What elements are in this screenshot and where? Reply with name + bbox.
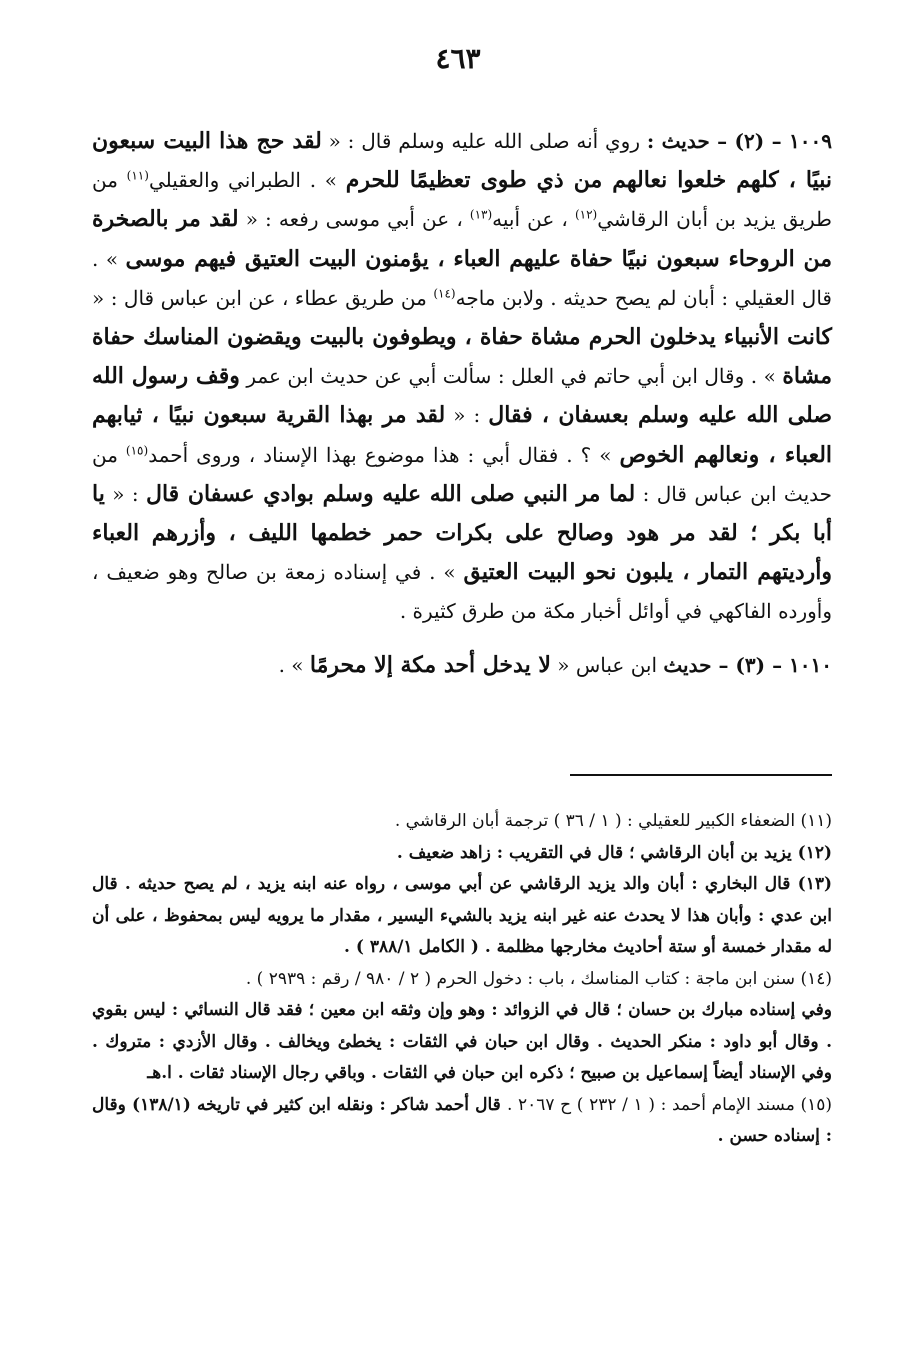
- entry-1009-text: من طريق عطاء ، عن ابن عباس قال : «: [92, 285, 434, 310]
- entry-1009-text: ، عن أبي موسى رفعه : «: [238, 207, 470, 232]
- hadith-quote: لقد حج هذا البيت سبعون نبيًا ، كلهم خلعوا نعالهم من ذي طوى تعظيمًا للحرم: [92, 128, 833, 194]
- entry-1009-text: من حديث ابن عباس قال :: [92, 442, 833, 506]
- footnote-separator: [570, 774, 832, 776]
- entry-1009-text: » . قال العقيلي : أبان لم يصح حديثه . ولابن ماجه: [92, 246, 832, 310]
- hadith-quote: يا أبا بكر ؛ لقد مر هود وصالح على بكرات حمر خطمها الليف ، وأزرهم العباء وأرديتهم التمار ، يلبون نحو البيت العتيق: [92, 480, 833, 586]
- page-number: ٤٦٣: [435, 42, 481, 75]
- footnote-14: (١٤) سنن ابن ماجة : كتاب المناسك ، باب : دخول الحرم ( ٢ / ٩٨٠ / رقم : ٢٩٣٩ ) .: [245, 968, 832, 989]
- footnote-13: (١٣) قال البخاري : أبان والد يزيد الرقاشي عن أبي موسى ، رواه عنه ابنه يزيد ، لم يصح حديثه . قال ابن عدي : وأبان هذا لا يحدث عنه غير ابنه يزيد بالشيء اليسير ، مقدار ما يرويه ليس بمحفوظ ، على أن له مقدار خمسة أو ستة أحاديث مخارجها مظلمة . ( الكامل ٣٨٨/١ ) .: [92, 874, 832, 957]
- entry-1009-text: : «: [445, 403, 489, 428]
- entry-1009-text: : «: [104, 481, 146, 506]
- hadith-quote: كانت الأنبياء يدخلون الحرم مشاة حفاة ، ويطوفون بالبيت ويقضون المناسك حفاة مشاة: [92, 324, 832, 390]
- footnote-12: (١٢) يزيد بن أبان الرقاشي ؛ قال في التقريب : زاهد ضعيف .: [396, 842, 832, 863]
- footnote-11: (١١) الضعفاء الكبير للعقيلي : ( ١ / ٣٦ ) ترجمة أبان الرقاشي .: [394, 811, 832, 831]
- entry-1009-text: » ؟ . فقال أبي : هذا موضوع بهذا الإسناد ، وروى أحمد: [148, 442, 620, 467]
- entry-1010-text: » .: [278, 652, 310, 677]
- footnote-marker-13: (١٣): [469, 207, 493, 222]
- entry-1010-heading: ١٠١٠ – (٣) – حديث: [663, 652, 832, 677]
- entry-1010: [92, 646, 832, 685]
- entry-1009-text: من طريق يزيد بن أبان الرقاشي: [92, 168, 832, 232]
- entry-1009-text: روي أنه صلى الله عليه وسلم قال : «: [321, 129, 647, 153]
- entry-1009-text: ، عن أبيه: [492, 207, 575, 232]
- hadith-quote: لما مر النبي صلى الله عليه وسلم بوادي عسفان قال: [145, 480, 636, 507]
- hadith-quote: وقف رسول الله صلى الله عليه وسلم بعسفان ، فقال: [92, 363, 833, 429]
- entry-1009-text: » . الطبراني والعقيلي: [148, 168, 346, 193]
- hadith-quote: لقد مر بالصخرة من الروحاء سبعون نبيًا حفاة عليهم العباء ، يؤمنون البيت العتيق فيهم موسى: [92, 206, 832, 272]
- footnotes: [92, 806, 832, 1153]
- entry-1009: [92, 122, 832, 632]
- entry-1010-text: ابن عباس «: [550, 652, 664, 677]
- footnote-15-source: (١٥) مسند الإمام أحمد : ( ١ / ٢٣٢ ) ح ٢٠٦٧ .: [506, 1094, 832, 1115]
- entry-1009-text: » . في إسناده زمعة بن صالح وهو ضعيف ، وأورده الفاكهي في أوائل أخبار مكة من طرق كثيرة .: [92, 560, 832, 624]
- main-text: [92, 122, 832, 685]
- footnote-marker-11: (١١): [126, 168, 149, 183]
- entry-1009-heading: ١٠٠٩ – (٢) – حديث :: [646, 129, 832, 153]
- footnote-15-commentary: قال أحمد شاكر : ونقله ابن كثير في تاريخه (١٣٨/١) وقال : إسناده حسن .: [92, 1094, 832, 1146]
- footnote-marker-14: (١٤): [433, 286, 456, 301]
- footnote-15: [92, 1090, 832, 1153]
- footnote-marker-12: (١٢): [574, 207, 598, 222]
- footnote-marker-15: (١٥): [125, 442, 149, 457]
- entry-1009-text: » . وقال ابن أبي حاتم في العلل : سألت أبي عن حديث ابن عمر: [239, 364, 783, 389]
- hadith-quote: لا يدخل أحد مكة إلا محرمًا: [309, 651, 551, 678]
- hadith-quote: لقد مر بهذا القرية سبعون نبيًا ، ثيابهم العباء ، ونعالهم الخوص: [92, 402, 833, 468]
- footnote-14-commentary: وفي إسناده مبارك بن حسان ؛ قال في الزوائد : وهو وإن وثقه ابن معين ؛ فقد قال النسائي : ليس بقوي . وقال أبو داود : منكر الحديث . وقال ابن حبان في الثقات : يخطئ ويخالف . وقال الأزدي : متروك . وفي الإسناد أيضاً إسماعيل بن صبيح ؛ ذكره ابن حبان في الثقات . وباقي رجال الإسناد ثقات . ا.هـ: [92, 1000, 832, 1083]
